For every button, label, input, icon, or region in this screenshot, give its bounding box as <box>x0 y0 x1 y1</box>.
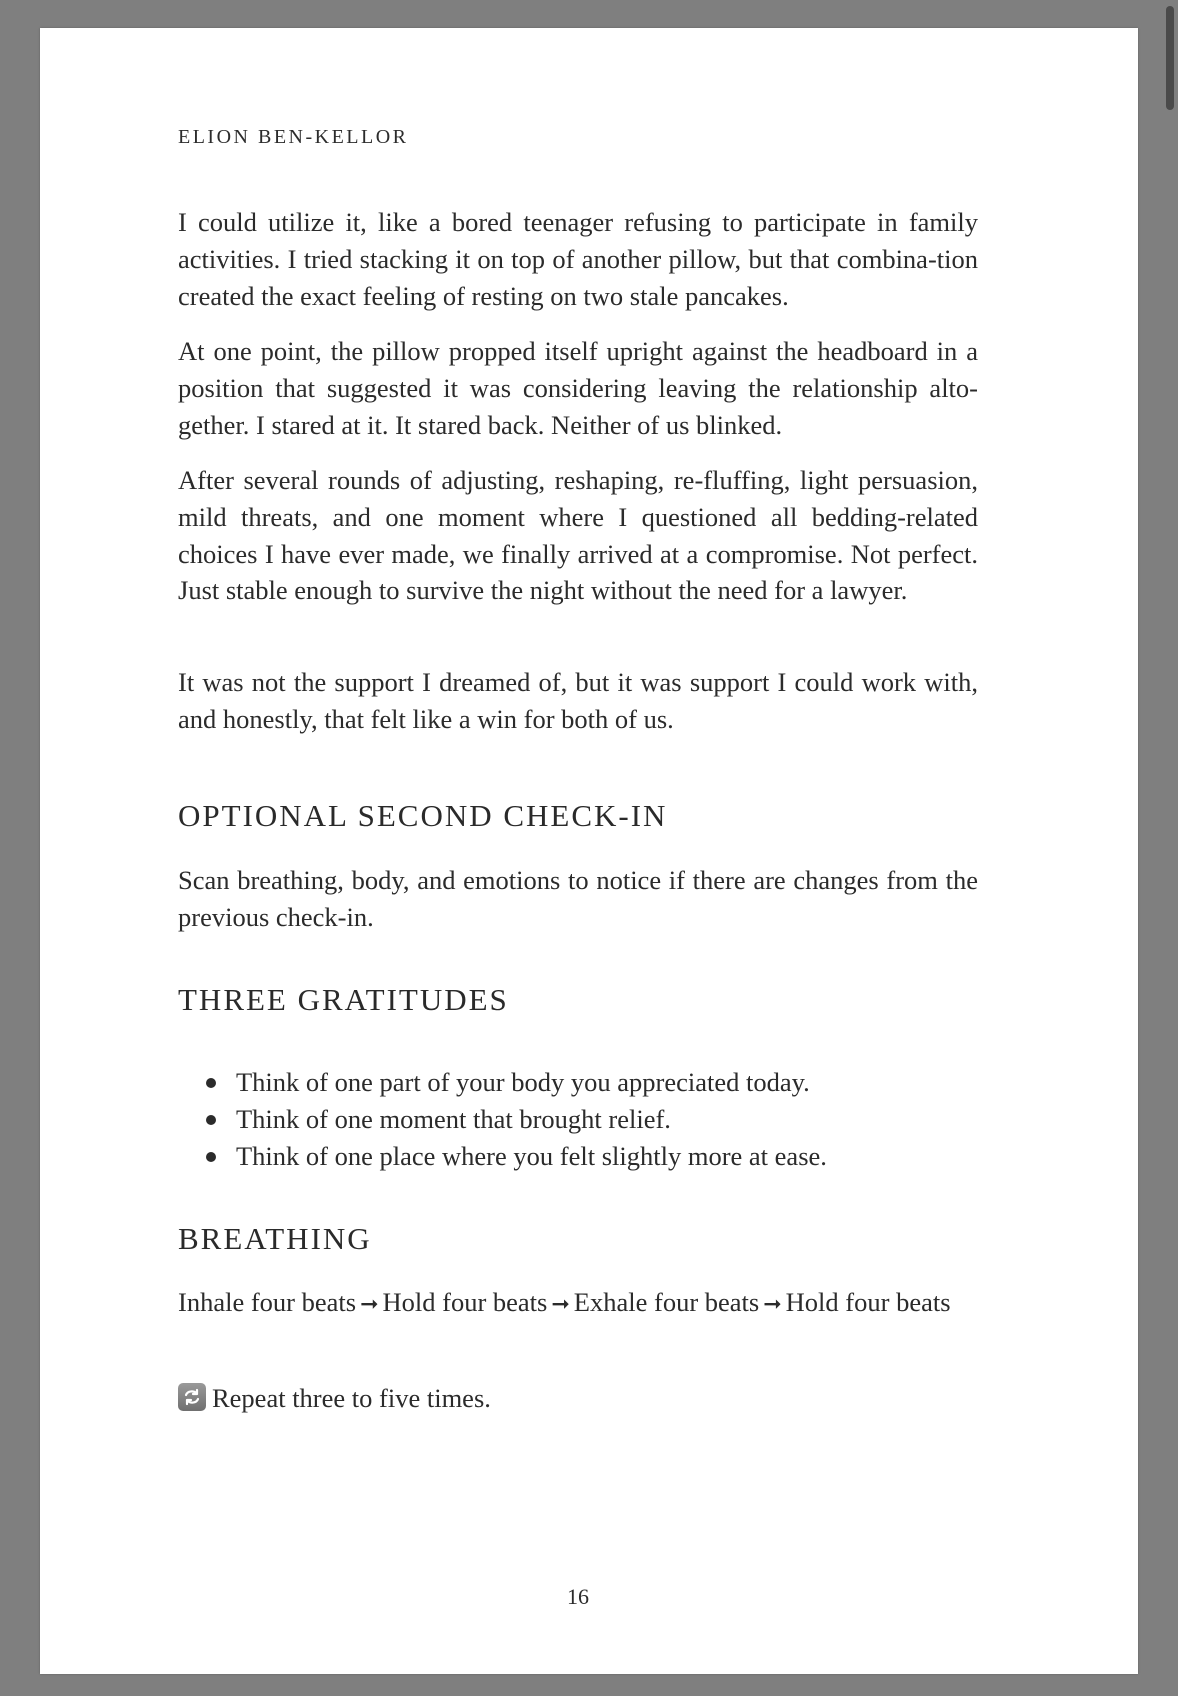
heading-three-gratitudes: THREE GRATITUDES <box>178 982 509 1017</box>
check-in-text <box>178 862 978 936</box>
breath-step-hold-2: Hold four beats <box>785 1287 951 1317</box>
right-arrow-icon: ➞ <box>551 1292 570 1317</box>
paragraph-text: It was not the support I dreamed of, but it was support I could work with, and honestly, that felt like a win for both of us. <box>178 667 978 734</box>
scrollbar-thumb[interactable] <box>1166 6 1174 110</box>
bullet-icon <box>206 1078 216 1088</box>
paragraph-1 <box>178 204 978 314</box>
document-page <box>40 28 1138 1674</box>
scrollbar[interactable] <box>1160 0 1178 1696</box>
paragraph-3 <box>178 462 978 609</box>
breathing-steps <box>178 1284 978 1324</box>
heading-second-check-in: OPTIONAL SECOND CHECK-IN <box>178 798 668 833</box>
repeat-icon <box>178 1383 206 1411</box>
paragraph-text: At one point, the pillow propped itself upright against the headboard in a position that suggested it was considering leaving the relationship alto-gether. I stared at it. It stared back. Neither of us blinked. <box>178 336 978 440</box>
breathing-steps-text <box>178 1284 978 1324</box>
bullet-icon <box>206 1152 216 1162</box>
paragraph-text: After several rounds of adjusting, reshaping, re-fluffing, light persuasion, mild threats, and one moment where I questioned all bedding-related choices I have ever made, we finally arrived at a compromise. Not perfect. Just stable enough to survive the night without the need for a lawyer. <box>178 465 978 606</box>
breath-step-hold-1: Hold four beats <box>382 1287 548 1317</box>
bullet-icon <box>206 1115 216 1125</box>
gratitude-list <box>178 1064 996 1174</box>
list-item <box>236 1138 996 1175</box>
paragraph-text: I could utilize it, like a bored teenager refusing to participate in family activities. I tried stacking it on top of another pillow, but that combina-tion created the exact feeling of resting on two stale pancakes. <box>178 207 978 311</box>
repeat-text: Repeat three to five times. <box>212 1383 491 1413</box>
repeat-text-line <box>178 1380 978 1417</box>
repeat-line <box>178 1380 978 1417</box>
paragraph-2 <box>178 333 978 443</box>
paragraph-text: Scan breathing, body, and emotions to notice if there are changes from the previous check-in. <box>178 865 978 932</box>
right-arrow-icon: ➞ <box>360 1292 379 1317</box>
list-item-text: Think of one part of your body you appreciated today. <box>236 1067 810 1097</box>
breath-step-exhale: Exhale four beats <box>573 1287 760 1317</box>
heading-breathing: BREATHING <box>178 1221 372 1256</box>
running-head: ELION BEN-KELLOR <box>178 126 409 148</box>
page-number: 16 <box>567 1584 589 1609</box>
list-item-text: Think of one moment that brought relief. <box>236 1103 671 1134</box>
list-item <box>236 1101 996 1138</box>
list-item-text: Think of one place where you felt slightly more at ease. <box>236 1140 827 1171</box>
paragraph-4 <box>178 664 978 738</box>
right-arrow-icon: ➞ <box>763 1292 782 1317</box>
breath-step-inhale: Inhale four beats <box>178 1287 357 1317</box>
list-item <box>236 1064 996 1101</box>
